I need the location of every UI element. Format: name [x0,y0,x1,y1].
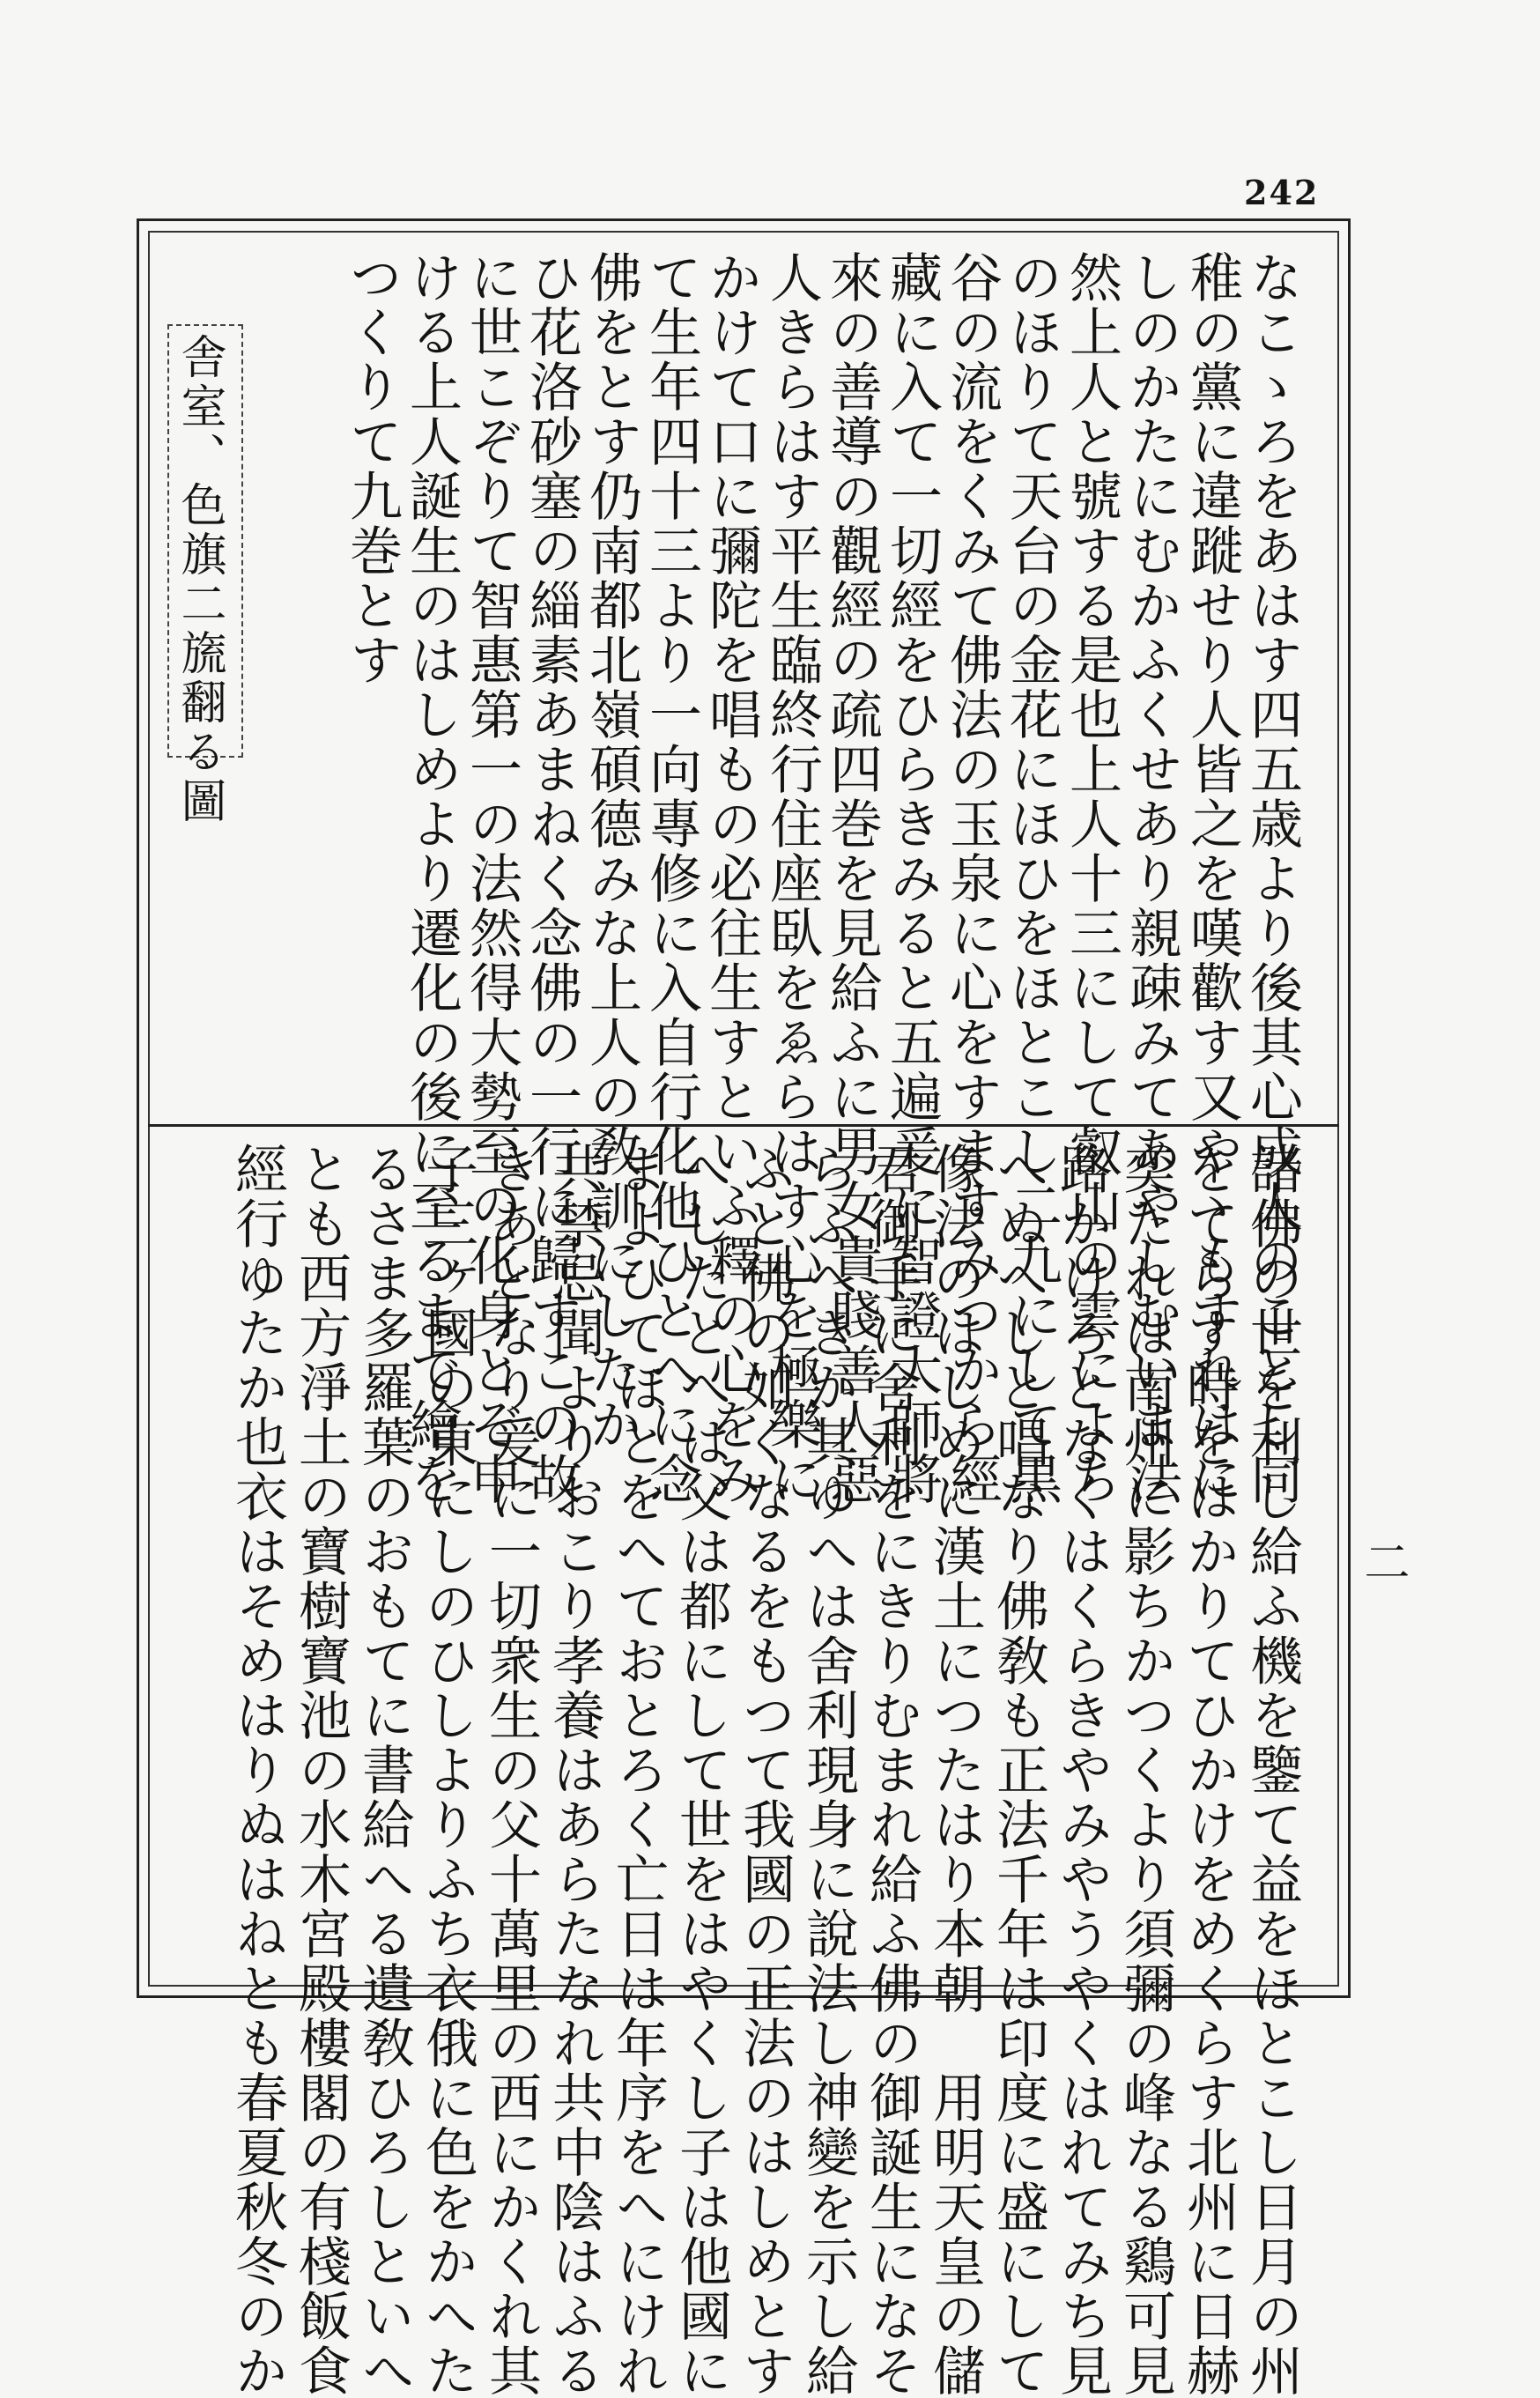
lower-column: 諸佛の世を利し給ふ機を鑒て益をほとこし日月の州 [1241,1142,1303,2398]
upper-column: ひ花洛砂塞の緇素あまねく念佛の一行に歸すこの故 [521,250,582,1506]
lower-column: 經行ゆたか也衣はそめはりぬはねとも春夏秋冬のか [226,1142,288,2398]
lower-column: をてらす時をはかりてひかけをめくらす北州に日赫 [1178,1142,1240,2398]
lower-column: らふへきか其ゆへは舍利現身に說法し神變を示し給 [797,1142,859,2398]
upper-column: かけて口に彌陀を唱もの必往生すといふ釋の心をみ [700,250,762,1506]
lower-column: ふと佛の如くなるをもつて我國の正法のはしめとす [734,1142,796,2398]
upper-column: 藏に入て一切經をひらきみると五遍爰に智證大師將 [881,250,943,1506]
lower-column: きあとなり爰に一切衆生の父十萬里の西にかくれ其 [480,1142,542,2398]
lower-column: 子三ヶ國の東にしのひしよりふち衣俄に色をかへた [417,1142,478,2398]
page-number: 242 [1244,173,1320,212]
upper-column: 來の善導の觀經の疏四巻を見給ふに男女貴賤善人惡 [821,250,883,1506]
lower-column: まよひてほとをへておとろく亡日は年序をへにけれ [607,1142,669,2398]
lower-column: とも西方淨土の寶樹寶池の水木宮殿樓閣の有棧飯食 [290,1142,352,2398]
lower-column: 路かけろとなくはくらきやみやうやくはれてみち見 [1051,1142,1113,2398]
upper-column: 然上人と號する是也上人十三にして叡山の雲によち [1061,250,1122,1506]
upper-column: 谷の流をくみて佛法の玉泉に心をすますみつから經 [941,250,1003,1506]
upper-column: ける上人誕生のはしめより遷化の後に至るまで繪を [401,250,463,1506]
upper-column: 佛をとす仍南都北嶺碩德みな上人の敎訓にしたか [581,250,642,1452]
upper-column: 稚の黨に違蹝せり人皆之を嘆歡す又やゝもすれはに [1181,250,1243,1506]
upper-column: つくりて九巻とす [341,250,403,687]
upper-column: しのかたにむかふくせあり親疎みてあやしむいま法 [1121,250,1182,1506]
upper-column: のほりて天台の金花にほひをほとこし二九にして黒 [1001,250,1062,1506]
upper-column: 人きらはす平生臨終行住座臥をゑらはす心を極樂に [761,250,823,1506]
lower-column: 君御手に舍利をにきりむまれ給ふ佛の御誕生になそ [861,1142,922,2398]
upper-column: て生年四十三より一向專修に入自行化他ひとへに念 [640,250,702,1506]
lower-column: へしたとへは父は都にして世をはやくし子は他國に [670,1142,732,2398]
lower-column: るさま多羅葉のおもてに書給へる遺敎ひろしといへ [353,1142,415,2398]
upper-column: なこゝろをあはす四五歳より後其心成人のことし同 [1241,250,1303,1506]
folio-mark: 二 [1356,1538,1409,1584]
lower-column: へぬへしと唱なり佛敎も正法千年は印度に盛にして [988,1142,1049,2398]
illustration-caption: 舎室、色旗二旒翻る圖 [173,333,226,826]
lower-column: 共禁忌聞よりおこり孝養はあらたなれ共中陰はふる [544,1142,605,2398]
lower-column: 奕たれは南州に影ちかつくより須彌の峰なる鷄可見 [1114,1142,1176,2398]
upper-column: に世こぞりて智惠第一の法然得大勢至の化身とぞ申 [461,250,522,1506]
lower-column: 像法のはしめに漢土につたはり本朝 用明天皇の儲 [924,1142,986,2398]
